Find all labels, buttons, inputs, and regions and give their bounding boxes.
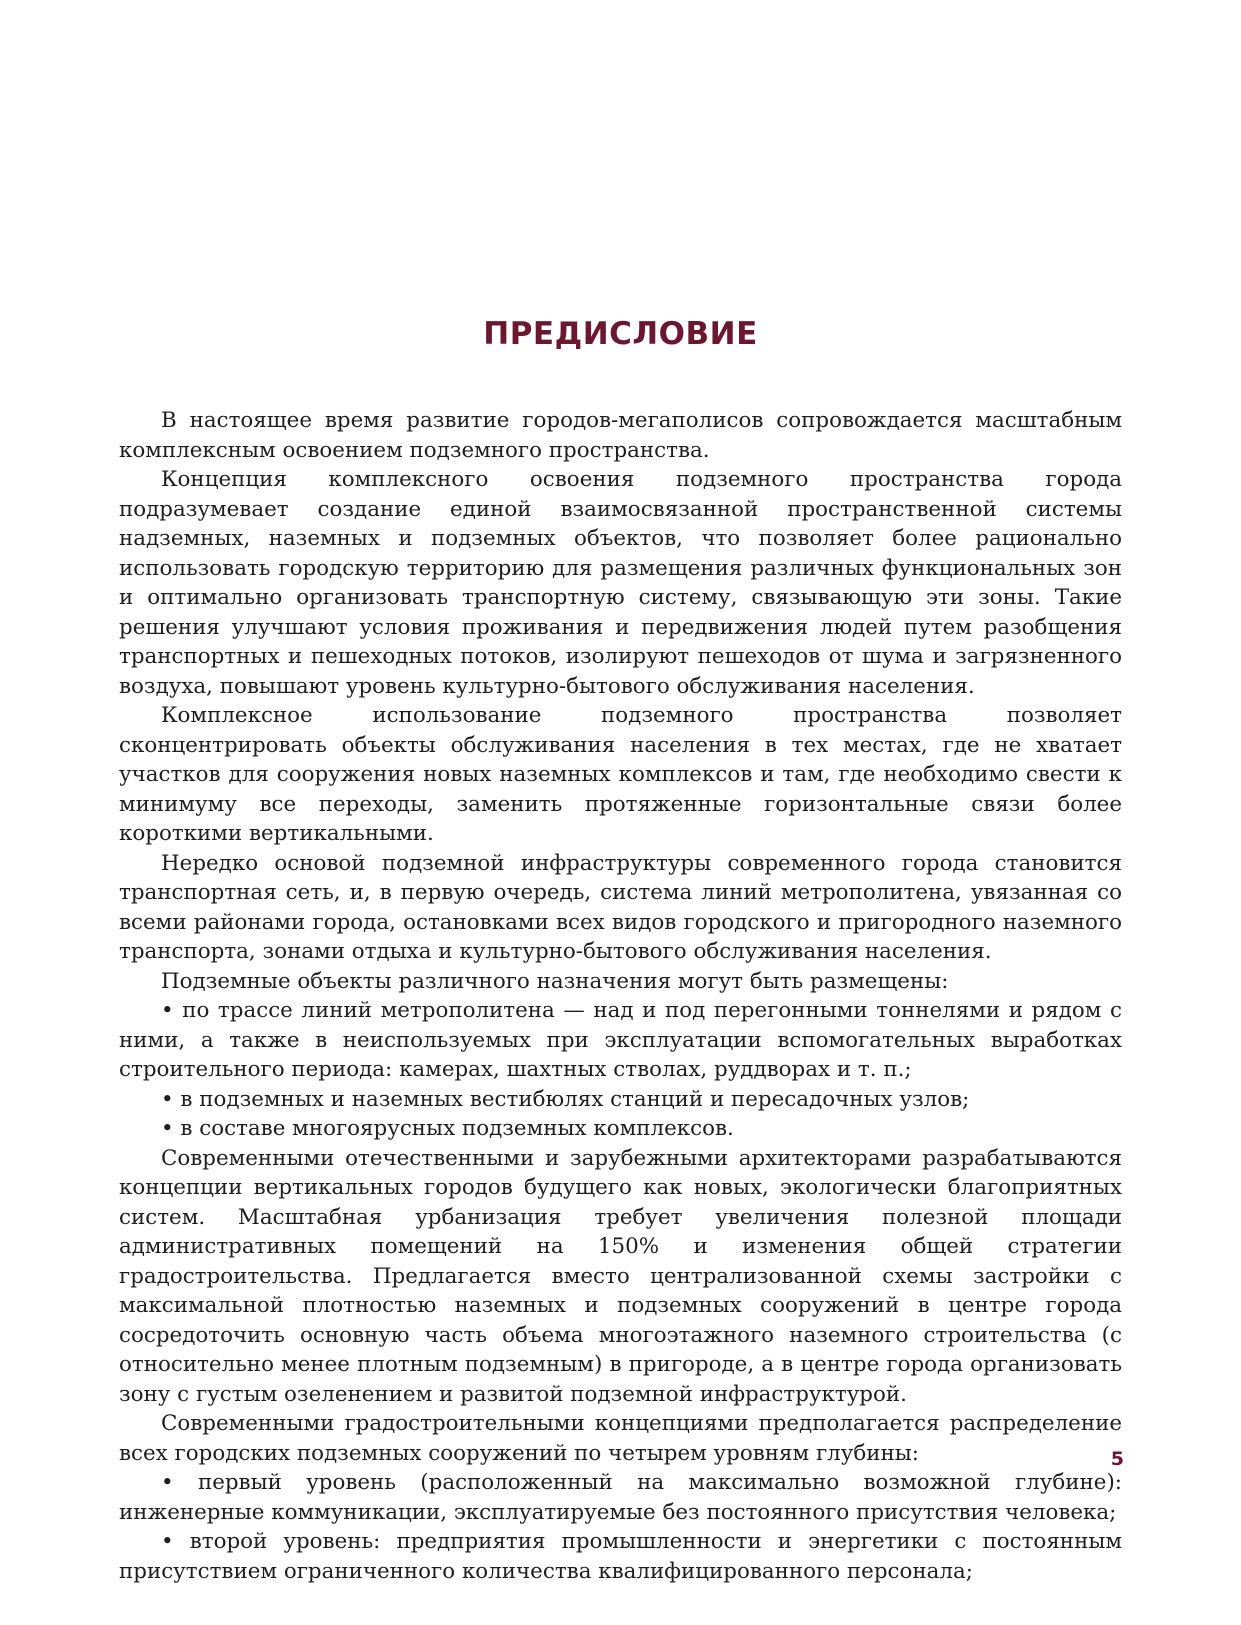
body-text (119, 406, 1122, 1586)
paragraph: Современными отечественными и зарубежными архитекторами разрабатываются концепции вертикальных городов будущего как новых, экологически благоприятных систем. Масштабная урбанизация требует увеличения полезной площади административных помещений на 150% и изменения общей стратегии градостроительства. Предлагается вместо централизованной схемы застройки с максимальной плотностью наземных и подземных сооружений в центре города сосредоточить основную часть объема многоэтажного наземного строительства (с относительно менее плотным подземным) в пригороде, а в центре города организовать зону с густым озеленением и развитой подземной инфраструктурой. (119, 1145, 1122, 1407)
paragraph: Современными градостроительными концепциями предполагается распределение всех городских подземных сооружений по четырем уровням глубины: (119, 1411, 1122, 1466)
page-number: 5 (1110, 1448, 1124, 1470)
paragraph: Комплексное использование подземного пространства позволяет сконцентрировать объекты обслуживания населения в тех местах, где не хватает участков для сооружения новых наземных комплексов и там, где необходимо свести к минимуму все переходы, заменить протяженные горизонтальные связи более короткими вертикальными. (119, 703, 1122, 846)
paragraph: Подземные объекты различного назначения могут быть размещены: (161, 968, 949, 994)
paragraph: Концепция комплексного освоения подземного пространства города подразумевает создание единой взаимосвязанной пространственной системы надземных, наземных и подземных объектов, что позволяет более рационально использовать городскую территорию для размещения различных функциональных зон и оптимально организовать транспортную систему, связывающую эти зоны. Такие решения улучшают условия проживания и передвижения людей путем разобщения транспортных и пешеходных потоков, изолируют пешеходов от шума и загрязненного воздуха, повышают уровень культурно-бытового обслуживания населения. (119, 467, 1122, 699)
bullet-item: • по трассе линий метрополитена — над и под перегонными тоннелями и рядом с ними, а также в неиспользуемых при эксплуатации вспомогательных выработках строительного периода: камерах, шахтных стволах, руддворах и т. п.; (119, 998, 1122, 1082)
bullet-item: • второй уровень: предприятия промышленности и энергетики с постоянным присутствием ограниченного количества квалифицированного персонала; (119, 1529, 1122, 1584)
bullet-item: • первый уровень (расположенный на максимально возможной глубине): инженерные коммуникации, эксплуатируемые без постоянного присутствия человека; (119, 1470, 1122, 1525)
page-title: ПРЕДИСЛОВИЕ (483, 316, 758, 352)
paragraph: Нередко основой подземной инфраструктуры современного города становится транспортная сеть, и, в первую очередь, система линий метрополитена, увязанная со всеми районами города, остановками всех видов городского и пригородного наземного транспорта, зонами отдыха и культурно-бытового обслуживания населения. (119, 850, 1122, 964)
paragraph: В настоящее время развитие городов-мегаполисов сопровождается масштабным комплексным освоением подземного пространства. (119, 408, 1122, 463)
bullet-item: • в подземных и наземных вестибюлях станций и пересадочных узлов; (161, 1086, 970, 1112)
bullet-item: • в составе многоярусных подземных комплексов. (161, 1116, 734, 1141)
